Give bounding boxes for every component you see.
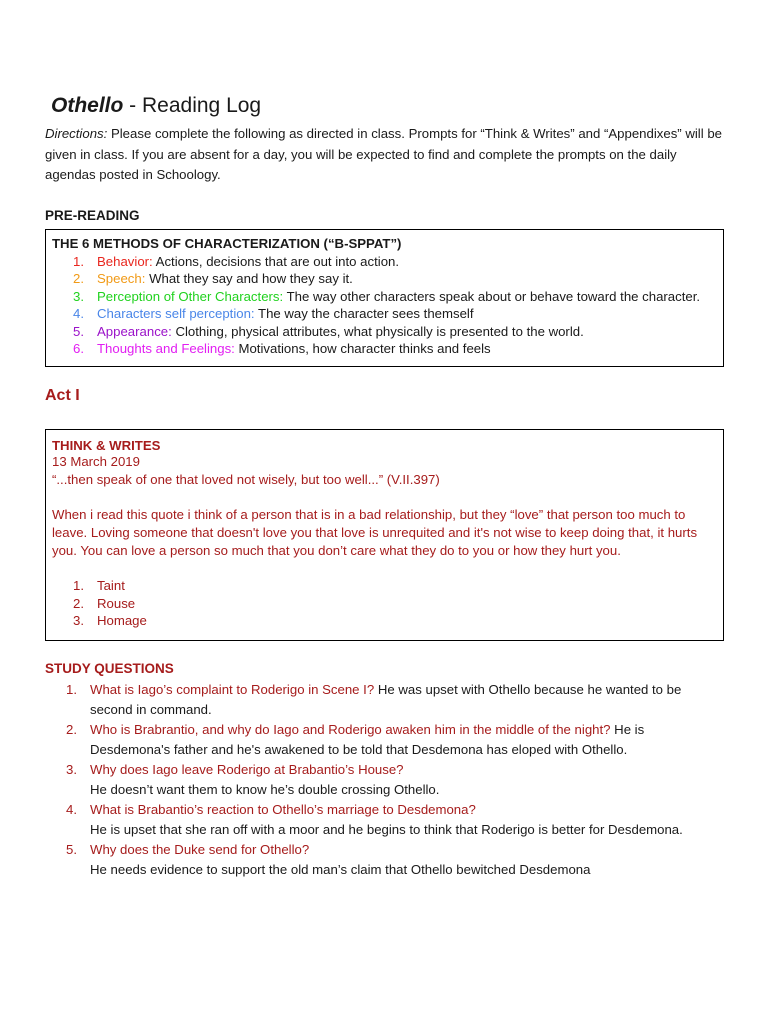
question-text: Why does Iago leave Roderigo at Brabantio’s House? [90,761,404,777]
question-item [45,720,725,760]
method-term: Perception of Other Characters: [97,288,284,304]
method-number: 1. [73,253,84,269]
question-text: What is Iago’s complaint to Roderigo in Scene I? [90,681,375,697]
method-number: 3. [73,288,84,304]
think-writes-heading: THINK & WRITES [52,438,161,454]
method-term: Speech: [97,271,146,287]
title-italic: Othello [51,94,124,117]
method-item [52,288,717,306]
methods-list [52,253,717,359]
reading-log-page [45,90,725,880]
title-rest: - Reading Log [123,94,262,117]
method-term: Thoughts and Feelings: [97,341,235,357]
prereading-heading: PRE-READING [45,207,140,223]
answer-text: He doesn’t want them to know he’s double crossing Othello. [90,781,440,797]
method-item [52,323,717,341]
method-number: 5. [73,323,84,339]
method-item [52,270,717,288]
directions-text: Please complete the following as directed in class. Prompts for “Think & Writes” and “Appendixes” will be given in class. If you are absent for a day, you will be expected to find and complete the prompts on the daily agendas posted in Schoology. [45,126,723,182]
vocab-list [52,577,717,630]
method-desc: Clothing, physical attributes, what physically is presented to the world. [171,323,584,339]
study-questions-heading: STUDY QUESTIONS [45,660,174,676]
think-writes-response: When i read this quote i think of a person that is in a bad relationship, but they “love” that person too much to leave. Loving someone that doesn't love you that love is unrequited and it's not wise to keep doing that, it hurts you. You can love a person so much that you don’t care what they do to you or how they hurt you. [52,507,698,559]
method-term: Behavior: [97,253,153,269]
question-number: 3. [66,761,77,777]
question-number: 2. [66,721,77,737]
act-heading: Act I [45,387,80,405]
method-desc: The way the character sees themself [254,306,474,322]
vocab-number: 2. [73,595,84,611]
study-questions-list [45,680,725,880]
method-item [52,340,717,358]
vocab-item [52,577,717,595]
think-writes-date: 13 March 2019 [52,454,140,470]
method-number: 2. [73,271,84,287]
answer-text: He needs evidence to support the old man’s claim that Othello bewitched Desdemona [90,861,591,877]
method-term: Appearance: [97,323,172,339]
method-item [52,305,717,323]
method-term: Characters self perception: [97,306,255,322]
question-item [45,800,725,840]
method-item [52,253,717,271]
vocab-number: 1. [73,578,84,594]
think-writes-box [45,429,724,641]
method-desc: The way other characters speak about or behave toward the character. [283,288,701,304]
page-title [51,90,725,122]
vocab-word: Taint [97,578,125,594]
question-number: 1. [66,681,77,697]
question-text: Who is Brabrantio, and why do Iago and Roderigo awaken him in the middle of the night? [90,721,611,737]
method-desc: What they say and how they say it. [145,271,353,287]
vocab-item [52,612,717,630]
directions-label: Directions: [45,126,108,141]
question-item [45,760,725,800]
method-desc: Motivations, how character thinks and feels [234,341,491,357]
vocab-item [52,595,717,613]
answer-text: He is Desdemona's father and he's awakened to be told that Desdemona has eloped with Othello. [90,721,645,757]
question-item [45,680,725,720]
vocab-number: 3. [73,613,84,629]
question-text: Why does the Duke send for Othello? [90,841,310,857]
method-desc: Actions, decisions that are out into action. [152,253,400,269]
answer-text: He was upset with Othello because he wanted to be second in command. [90,681,682,717]
vocab-word: Rouse [97,595,136,611]
method-number: 4. [73,306,84,322]
question-item [45,840,725,880]
directions-paragraph [45,124,725,186]
characterization-box [45,229,724,368]
think-writes-quote: “...then speak of one that loved not wisely, but too well...” (V.II.397) [52,472,440,488]
characterization-title: THE 6 METHODS OF CHARACTERIZATION (“B-SPPAT”) [52,235,402,251]
vocab-word: Homage [97,613,147,629]
question-text: What is Brabantio’s reaction to Othello’s marriage to Desdemona? [90,801,476,817]
method-number: 6. [73,341,84,357]
question-number: 5. [66,841,77,857]
answer-text: He is upset that she ran off with a moor and he begins to think that Roderigo is better for Desdemona. [90,821,683,837]
question-number: 4. [66,801,77,817]
